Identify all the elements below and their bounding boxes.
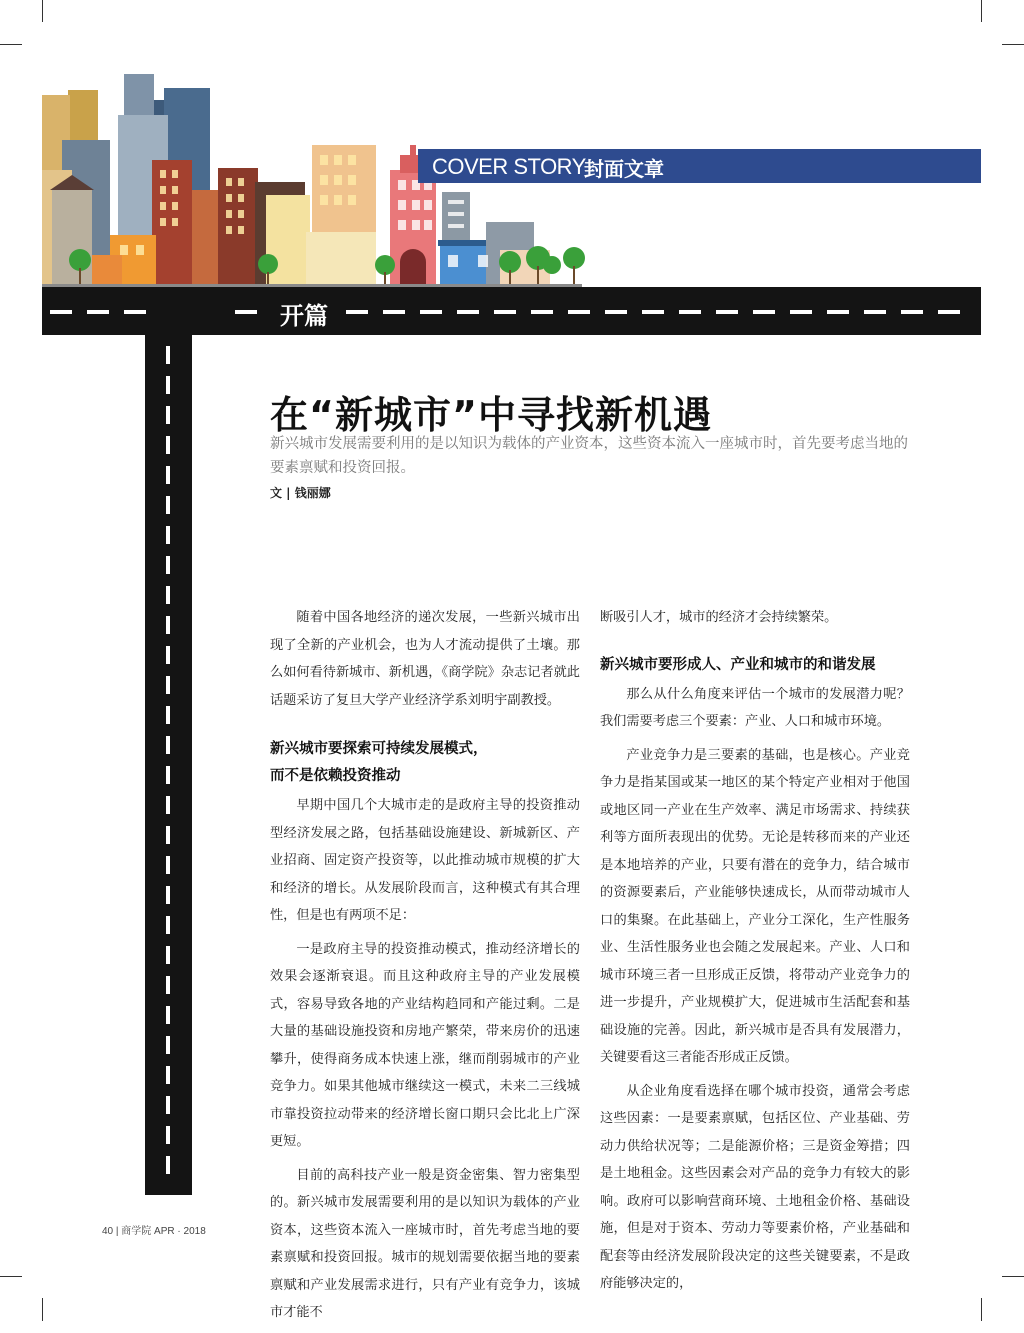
article-column-1 <box>270 604 580 1333</box>
road-dash <box>166 466 170 484</box>
road-dash <box>166 796 170 814</box>
subheading-line-1: 新兴城市要探索可持续发展模式， <box>270 741 488 757</box>
road-dash <box>166 586 170 604</box>
road-dash <box>166 526 170 544</box>
body-paragraph: 产业竞争力是三要素的基础，也是核心。产业竞争力是指某国或某一地区的某个特定产业相对于他国或地区同一产业在生产效率、满足市场需求、持续获利等方面所表现出的优势。无论是转移而来的产业还是本地培养的产业，只要有潜在的竞争力，结合城市的资源要素后，产业能够快速成长，从而带动城市人口的集聚。在此基础上，产业分工深化，生产性服务业、生活性服务业也会随之发展起来。产业、人口和城市环境三者一旦形成正反馈，将带动产业竞争力的进一步提升，产业规模扩大，促进城市生活配套和基础设施的完善。因此，新兴城市是否具有发展潜力，关键要看这三者能否形成正反馈。 <box>600 747 910 1065</box>
road-dash <box>716 310 738 314</box>
road-dash <box>753 310 775 314</box>
road-dash <box>166 1126 170 1144</box>
road-dash <box>901 310 923 314</box>
road-dash <box>166 556 170 574</box>
article-byline: 文 | 钱丽娜 <box>270 486 331 500</box>
road-dash <box>864 310 886 314</box>
subheading: 新兴城市要形成人、产业和城市的和谐发展 <box>600 656 876 673</box>
road-dash <box>166 826 170 844</box>
intro-paragraph: 随着中国各地经济的递次发展，一些新兴城市出现了全新的产业机会，也为人才流动提供了土壤。那么如何看待新城市、新机遇，《商学院》杂志记者就此话题采访了复旦大学产业经济学系刘明宇副教授。 <box>270 610 580 708</box>
road-dash <box>166 496 170 514</box>
road-dash <box>568 310 590 314</box>
crop-mark <box>0 1276 22 1277</box>
road-dash <box>235 310 257 314</box>
road-dash <box>679 310 701 314</box>
road-dash <box>166 856 170 874</box>
road-dash <box>383 310 405 314</box>
road-dash <box>166 976 170 994</box>
body-paragraph: 早期中国几个大城市走的是政府主导的投资推动型经济发展之路，包括基础设施建设、新城新区、产业招商、固定资产投资等，以此推动城市规模的扩大和经济的增长。从发展阶段而言，这种模式有其合理性，但是也有两项不足： <box>270 798 580 923</box>
subheading <box>270 736 580 790</box>
road-dash <box>605 310 627 314</box>
road-dash <box>166 766 170 784</box>
road-dash <box>166 676 170 694</box>
body-paragraph-continued: 断吸引人才，城市的经济才会持续繁荣。 <box>600 610 838 625</box>
crop-mark <box>1002 1276 1024 1277</box>
road-dash <box>166 376 170 394</box>
body-paragraph: 一是政府主导的投资推动模式，推动经济增长的效果会逐渐衰退。而且这种政府主导的产业发展模式，容易导致各地的产业结构趋同和产能过剩。二是大量的基础设施投资和房地产繁荣，带来房价的迅速攀升，使得商务成本快速上涨，继而削弱城市的产业竞争力。如果其他城市继续这一模式，未来二三线城市靠投资拉动带来的经济增长窗口期只会比北上广深更短。 <box>270 941 580 1149</box>
crop-mark <box>981 1298 982 1321</box>
section-label: 开篇 <box>274 296 334 331</box>
article-deck: 新兴城市发展需要利用的是以知识为载体的产业资本，这些资本流入一座城市时，首先要考虑当地的要素禀赋和投资回报。 <box>270 436 908 476</box>
road-dash <box>166 346 170 364</box>
road-dash <box>166 1036 170 1054</box>
cover-story-banner <box>418 149 981 183</box>
road-dash <box>166 916 170 934</box>
road-dash <box>494 310 516 314</box>
road-dash <box>790 310 812 314</box>
road-dash <box>346 310 368 314</box>
banner-chinese-label: 封面文章 <box>584 157 664 181</box>
road-dash <box>87 310 109 314</box>
road-dash <box>166 616 170 634</box>
road-dash <box>827 310 849 314</box>
road-dash <box>166 946 170 964</box>
road-dash <box>166 436 170 454</box>
road-dash <box>642 310 664 314</box>
banner-english-label: COVER STORY <box>432 154 586 179</box>
body-paragraph: 那么从什么角度来评估一个城市的发展潜力呢？我们需要考虑三个要素：产业、人口和城市环境。 <box>600 686 910 729</box>
article-column-2 <box>600 604 910 1304</box>
body-paragraph: 从企业角度看选择在哪个城市投资，通常会考虑这些因素：一是要素禀赋，包括区位、产业基础、劳动力供给状况等；二是能源价格；三是资金筹措；四是土地租金。这些因素会对产品的竞争力有较大的影响。政府可以影响营商环境、土地租金价格、基础设施，但是对于资本、劳动力等要素价格，产业基础和配套等由经济发展阶段决定的这些关键要素，不是政府能够决定的， <box>600 1083 910 1291</box>
road-dash <box>50 310 72 314</box>
road-dash <box>457 310 479 314</box>
road-dash <box>166 886 170 904</box>
road-dash <box>124 310 146 314</box>
road-dash <box>166 1066 170 1084</box>
road-dash <box>166 646 170 664</box>
crop-mark <box>42 1298 43 1321</box>
road-dash <box>938 310 960 314</box>
road-dash <box>531 310 553 314</box>
road-dash <box>166 406 170 424</box>
road-dash <box>166 1096 170 1114</box>
road-dash <box>166 736 170 754</box>
page-footer: 40 | 商学院 APR · 2018 <box>102 1226 206 1237</box>
road-dash <box>420 310 442 314</box>
subheading-line-2: 而不是依赖投资推动 <box>270 768 401 784</box>
body-paragraph: 目前的高科技产业一般是资金密集、智力密集型的。新兴城市发展需要利用的是以知识为载体的产业资本，这些资本流入一座城市时，首先考虑当地的要素禀赋和投资回报。城市的规划需要依据当地的要素禀赋和产业发展需求进行，只有产业有竞争力，该城市才能不 <box>270 1167 580 1320</box>
road-dash <box>166 1006 170 1024</box>
road-dash <box>166 706 170 724</box>
article-headline: 在“新城市”中寻找新机遇 <box>270 393 712 437</box>
road-dash <box>166 1156 170 1174</box>
